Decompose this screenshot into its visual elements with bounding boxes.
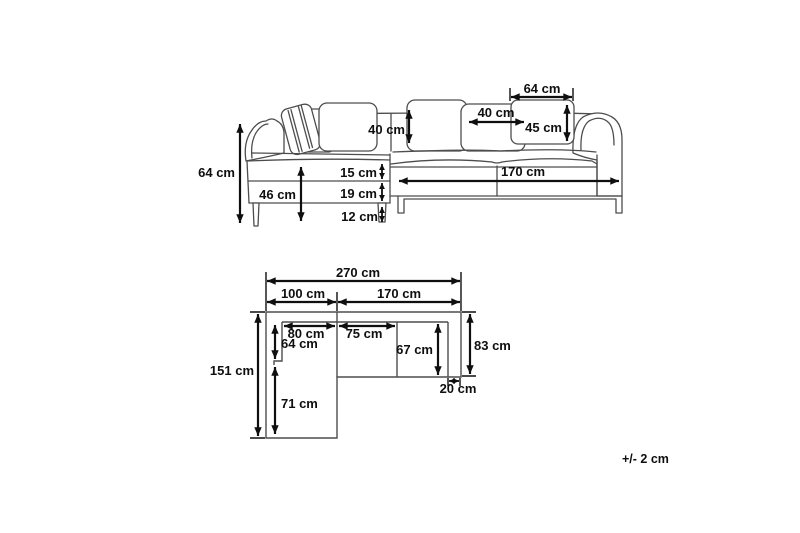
- tolerance-note: +/- 2 cm: [622, 452, 669, 466]
- base-frame-height-label: 19 cm: [340, 186, 377, 201]
- seat-depth-label: 67 cm: [396, 342, 433, 357]
- back-cushion-height-label: 40 cm: [368, 122, 405, 137]
- seat-cushion-thickness-label: 15 cm: [340, 165, 377, 180]
- chaise-front-leg: [253, 203, 259, 226]
- overall-height-label: 64 cm: [198, 165, 235, 180]
- seat-cushion-width-label: 75 cm: [345, 326, 383, 341]
- chaise-inner-width-label: 80 cm: [287, 326, 325, 341]
- back-cushion-width-label: 40 cm: [477, 105, 515, 120]
- pillow-width-label: 64 cm: [523, 81, 561, 96]
- floor-clearance-label: 12 cm: [341, 209, 378, 224]
- chaise-top-edge: [247, 159, 390, 161]
- chaise-armrest-length-label: 64 cm: [281, 336, 318, 351]
- metal-leg-frame: [398, 196, 622, 213]
- seat-height-label: 46 cm: [259, 187, 296, 202]
- armrest-width-label: 20 cm: [439, 381, 477, 396]
- section-depth-label: 83 cm: [474, 338, 511, 353]
- seat-section-width-label: 170 cm: [376, 286, 422, 301]
- overall-width-label: 270 cm: [335, 265, 381, 280]
- chaise-seat-length-label: 71 cm: [281, 396, 318, 411]
- seat-section-length-label: 170 cm: [500, 164, 546, 179]
- overall-depth-label: 151 cm: [209, 363, 254, 378]
- pillow-height-label: 45 cm: [525, 120, 562, 135]
- back-cushion-middle: [407, 100, 467, 151]
- chaise-left-edge: [247, 161, 249, 203]
- seat-front-edge: [391, 159, 597, 164]
- plan-view-dimensions: [210, 265, 511, 438]
- chaise-section-width-label: 100 cm: [280, 286, 326, 301]
